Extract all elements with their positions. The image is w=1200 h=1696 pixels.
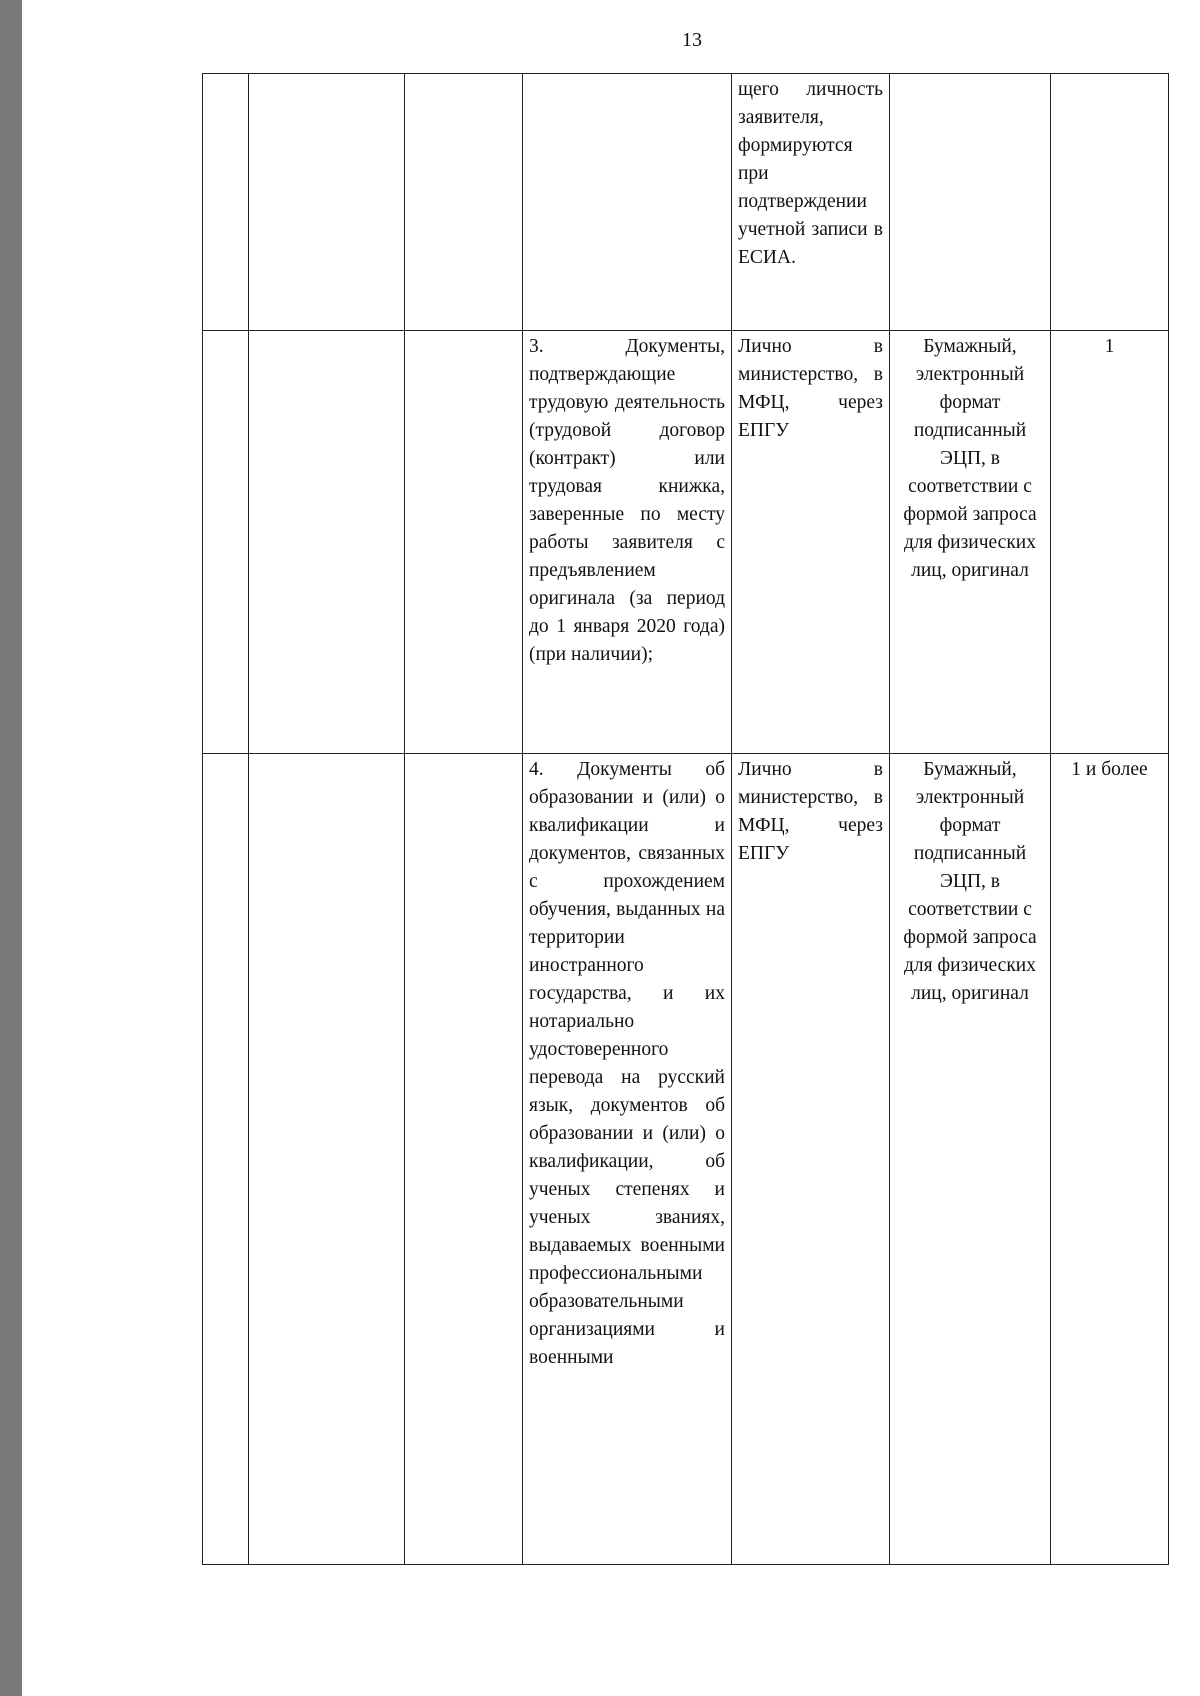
quantity-cell xyxy=(1051,74,1169,331)
submission-method-cell: Лично в министерство, в МФЦ, через ЕПГУ xyxy=(732,331,890,754)
document-format-cell: Бумажный, электронный формат подписанный ЭЦП, в соответствии с формой запроса для физических лиц, оригинал xyxy=(890,754,1051,1565)
submission-method-cell: щего личность заявителя, формируются при подтверждении учетной записи в ЕСИА. xyxy=(732,74,890,331)
row-number-cell xyxy=(203,754,249,1565)
applicant-category-cell xyxy=(405,754,523,1565)
documents-table xyxy=(202,73,1169,1565)
service-cell xyxy=(249,331,405,754)
service-cell xyxy=(249,74,405,331)
document-format-cell: Бумажный, электронный формат подписанный ЭЦП, в соответствии с формой запроса для физических лиц, оригинал xyxy=(890,331,1051,754)
row-number-cell xyxy=(203,331,249,754)
table-row xyxy=(203,74,1169,331)
quantity-cell: 1 xyxy=(1051,331,1169,754)
applicant-category-cell xyxy=(405,331,523,754)
quantity-cell: 1 и более xyxy=(1051,754,1169,1565)
table-row xyxy=(203,331,1169,754)
row-number-cell xyxy=(203,74,249,331)
applicant-category-cell xyxy=(405,74,523,331)
document-name-cell: 4. Документы об образовании и (или) о квалификации и документов, связанных с прохождением обучения, выданных на территории иностранного государства, и их нотариально удостоверенного перевода на русский язык, документов об образовании и (или) о квалификации, об ученых степенях и ученых званиях, выдаваемых военными профессиональными образовательными организациями и военными xyxy=(523,754,732,1565)
document-page xyxy=(22,0,1200,1696)
service-cell xyxy=(249,754,405,1565)
table-row xyxy=(203,754,1169,1565)
submission-method-cell: Лично в министерство, в МФЦ, через ЕПГУ xyxy=(732,754,890,1565)
page-number: 13 xyxy=(682,29,702,51)
document-name-cell xyxy=(523,74,732,331)
document-format-cell xyxy=(890,74,1051,331)
document-name-cell: 3. Документы, подтверждающие трудовую деятельность (трудовой договор (контракт) или трудовая книжка, заверенные по месту работы заявителя с предъявлением оригинала (за период до 1 января 2020 года) (при наличии); xyxy=(523,331,732,754)
